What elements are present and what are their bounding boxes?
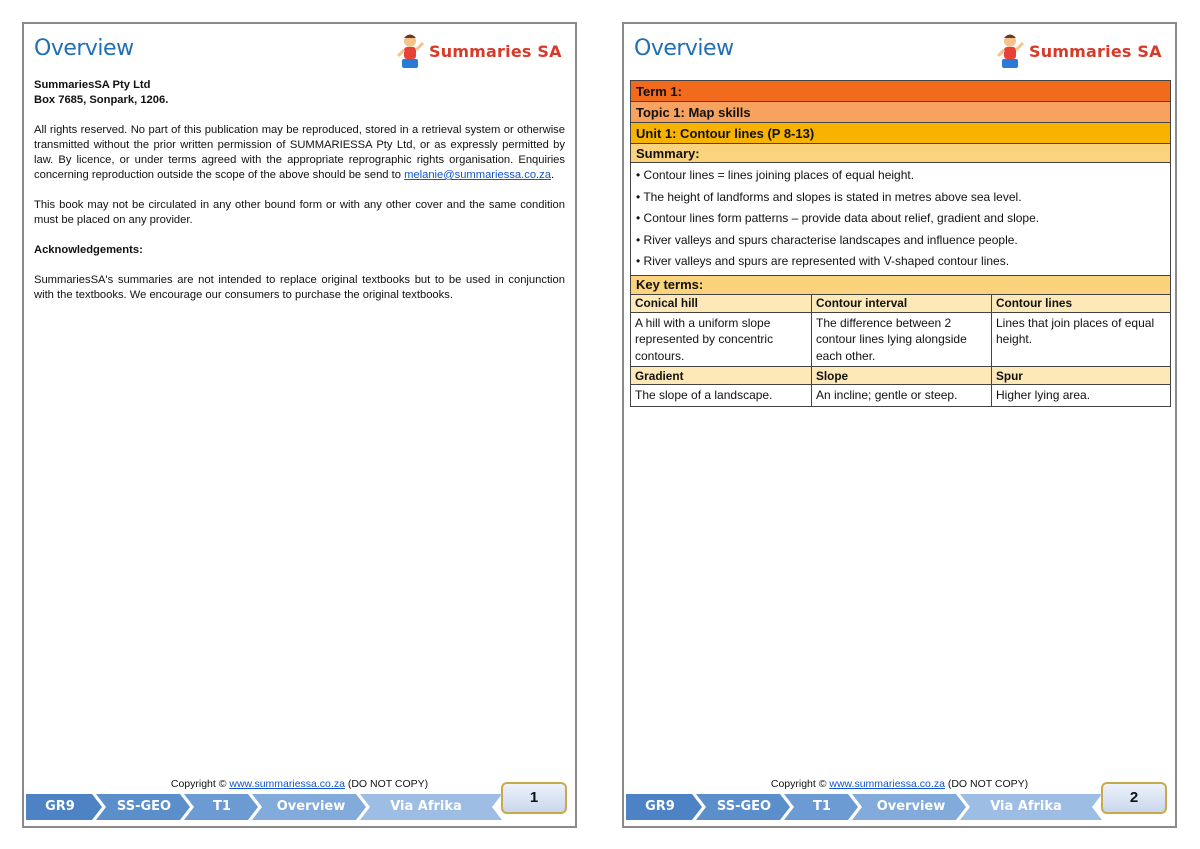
summary-list bbox=[631, 163, 1171, 276]
copyright-line bbox=[624, 778, 1175, 790]
logo-text: Summaries SA bbox=[1029, 41, 1162, 61]
footer-breadcrumb bbox=[626, 794, 1102, 820]
footer-breadcrumb bbox=[26, 794, 502, 820]
key-term: Gradient bbox=[631, 367, 812, 385]
key-term: Conical hill bbox=[631, 294, 812, 312]
summaries-sa-logo bbox=[995, 32, 1167, 70]
page-title: Overview bbox=[634, 36, 734, 61]
key-terms-heading-row bbox=[631, 275, 1171, 294]
key-term: Contour interval bbox=[812, 294, 992, 312]
company-name: SummariesSA Pty Ltd bbox=[34, 79, 151, 91]
crumb-term: T1 bbox=[213, 799, 231, 814]
list-item: • The height of landforms and slopes is stated in metres above sea level. bbox=[636, 189, 1022, 204]
unit-label: Unit 1: Contour lines (P 8-13) bbox=[631, 123, 1171, 144]
key-terms-definition-row bbox=[631, 312, 1171, 367]
overview-table bbox=[630, 80, 1171, 407]
mascot-icon bbox=[995, 32, 1025, 70]
crumb-section: Overview bbox=[276, 799, 346, 814]
list-item: • Contour lines = lines joining places of equal height. bbox=[636, 168, 915, 182]
term-label: Term 1: bbox=[631, 81, 1171, 102]
crumb-grade: GR9 bbox=[645, 799, 675, 814]
key-term-definition: Higher lying area. bbox=[992, 385, 1171, 407]
website-link[interactable]: www.summariessa.co.za bbox=[229, 778, 345, 790]
crumb-subject: SS-GEO bbox=[116, 799, 172, 814]
key-terms-definition-row bbox=[631, 385, 1171, 407]
topic-row bbox=[631, 102, 1171, 123]
summary-row bbox=[631, 163, 1171, 276]
company-address: Box 7685, Sonpark, 1206. bbox=[34, 94, 169, 106]
publisher-info bbox=[34, 78, 565, 318]
unit-row bbox=[631, 123, 1171, 144]
term-row bbox=[631, 81, 1171, 102]
page-2 bbox=[622, 22, 1177, 828]
key-term: Spur bbox=[992, 367, 1171, 385]
list-item: • River valleys and spurs are represented with V-shaped contour lines. bbox=[636, 254, 1010, 268]
crumb-subject: SS-GEO bbox=[716, 799, 772, 814]
key-term-definition: Lines that join places of equal height. bbox=[992, 312, 1171, 367]
key-terms-heading: Key terms: bbox=[631, 275, 1171, 294]
circulation-paragraph: This book may not be circulated in any other bound form or with any other cover and the same condition must be placed on any provider. bbox=[34, 199, 565, 226]
summaries-sa-logo bbox=[395, 32, 567, 70]
copyright-suffix: (DO NOT COPY) bbox=[944, 778, 1029, 790]
page-1 bbox=[22, 22, 577, 828]
email-link[interactable]: melanie@summariessa.co.za bbox=[404, 169, 551, 181]
rights-paragraph bbox=[34, 123, 565, 183]
acknowledgements-text: SummariesSA's summaries are not intended to replace original textbooks but to be used in conjunction with the textbooks. We encourage our consumers to purchase the original textbooks. bbox=[34, 274, 565, 301]
mascot-icon bbox=[395, 32, 425, 70]
acknowledgements-heading: Acknowledgements: bbox=[34, 244, 143, 256]
copyright-line bbox=[24, 778, 575, 790]
key-terms-header-row bbox=[631, 367, 1171, 385]
crumb-term: T1 bbox=[813, 799, 831, 814]
rights-text: All rights reserved. No part of this publication may be reproduced, stored in a retrieval system or otherwise transmitted without the prior written permission of SUMMARIESSA Pty Ltd, or as expressly permitted by law. By licence, or under terms agreed with the appropriate reprographic rights organisation. Enquiries concerning reproduction outside the scope of the above should be send to bbox=[34, 124, 565, 181]
list-item: • River valleys and spurs characterise landscapes and influence people. bbox=[636, 232, 1018, 247]
copyright-suffix: (DO NOT COPY) bbox=[344, 778, 429, 790]
crumb-section: Overview bbox=[876, 799, 946, 814]
key-term-definition: An incline; gentle or steep. bbox=[812, 385, 992, 407]
summary-heading-row bbox=[631, 144, 1171, 163]
key-term-definition: The difference between 2 contour lines lying alongside each other. bbox=[812, 312, 992, 367]
copyright-prefix: Copyright © bbox=[770, 778, 830, 790]
crumb-publisher: Via Afrika bbox=[390, 799, 462, 814]
crumb-publisher: Via Afrika bbox=[990, 799, 1062, 814]
page-title: Overview bbox=[34, 36, 134, 61]
list-item: • Contour lines form patterns – provide data about relief, gradient and slope. bbox=[636, 211, 1040, 225]
page-number: 2 bbox=[1101, 782, 1167, 814]
key-term: Slope bbox=[812, 367, 992, 385]
summary-heading: Summary: bbox=[631, 144, 1171, 163]
key-term: Contour lines bbox=[992, 294, 1171, 312]
key-terms-header-row bbox=[631, 294, 1171, 312]
key-term-definition: The slope of a landscape. bbox=[631, 385, 812, 407]
rights-end: . bbox=[550, 169, 555, 181]
crumb-grade: GR9 bbox=[45, 799, 75, 814]
topic-label: Topic 1: Map skills bbox=[631, 102, 1171, 123]
copyright-prefix: Copyright © bbox=[170, 778, 230, 790]
logo-text: Summaries SA bbox=[429, 41, 562, 61]
page-number: 1 bbox=[501, 782, 567, 814]
website-link[interactable]: www.summariessa.co.za bbox=[829, 778, 945, 790]
key-term-definition: A hill with a uniform slope represented by concentric contours. bbox=[631, 312, 812, 367]
